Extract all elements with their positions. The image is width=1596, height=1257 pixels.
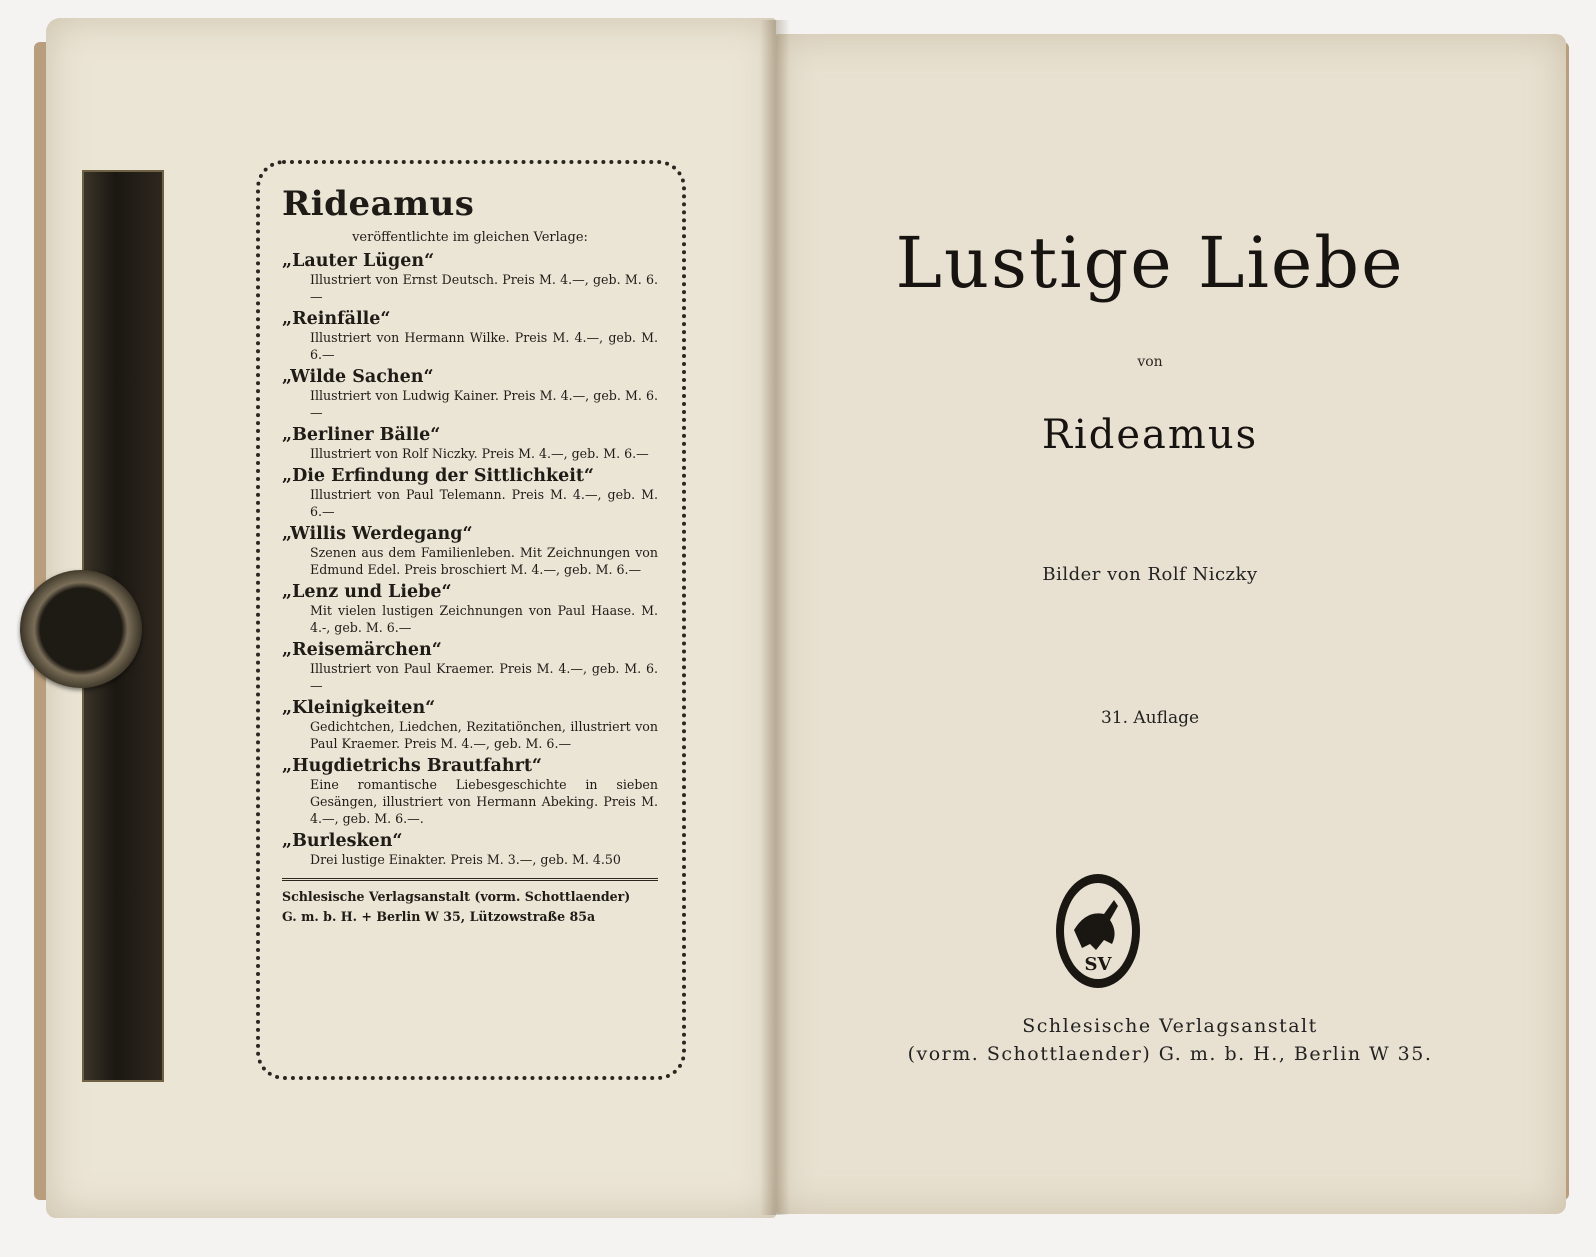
publisher-advertisement xyxy=(256,160,686,1080)
ad-item-title: „Lenz und Liebe“ xyxy=(282,582,452,602)
ad-item-title: „Berliner Bälle“ xyxy=(282,425,441,445)
ad-title: Rideamus xyxy=(282,184,475,224)
publisher-imprint xyxy=(790,1012,1550,1068)
ad-subtitle: veröffentlichte im gleichen Verlage: xyxy=(352,230,588,245)
ad-item xyxy=(282,251,658,305)
von-label: von xyxy=(1137,354,1163,370)
author-name: Rideamus xyxy=(1041,412,1259,458)
book-gutter xyxy=(760,20,790,1215)
ad-item-title: „Wilde Sachen“ xyxy=(282,367,434,387)
ad-item-desc: Illustriert von Ludwig Kainer. Preis M. 4.—, geb. M. 6.— xyxy=(310,388,658,420)
ad-item-desc: Szenen aus dem Familienleben. Mit Zeichnungen von Edmund Edel. Preis broschiert M. 4.—, geb. M. 6.— xyxy=(310,545,658,577)
ad-item-desc: Illustriert von Ernst Deutsch. Preis M. 4.—, geb. M. 6.— xyxy=(310,272,658,304)
publisher-line1: Schlesische Verlagsanstalt xyxy=(1022,1015,1318,1037)
ad-item-title: „Hugdietrichs Brautfahrt“ xyxy=(282,756,542,776)
ad-item-title: „Burlesken“ xyxy=(282,831,403,851)
ad-item xyxy=(282,466,658,520)
ad-item-desc: Drei lustige Einakter. Preis M. 3.—, geb. M. 4.50 xyxy=(310,852,621,867)
ad-item-desc: Illustriert von Hermann Wilke. Preis M. 4.—, geb. M. 6.— xyxy=(310,330,658,362)
ad-item xyxy=(282,698,658,752)
ad-item-desc: Illustriert von Rolf Niczky. Preis M. 4.—, geb. M. 6.— xyxy=(310,446,649,461)
ad-item-desc: Mit vielen lustigen Zeichnungen von Paul Haase. M. 4.-, geb. M. 6.— xyxy=(310,603,658,635)
ad-item xyxy=(282,425,658,462)
ad-item-title: „Reisemärchen“ xyxy=(282,640,442,660)
ad-item-title: „Die Erfindung der Sittlichkeit“ xyxy=(282,466,595,486)
ad-item-title: „Kleinigkeiten“ xyxy=(282,698,436,718)
edition-label: 31. Auflage xyxy=(1100,708,1200,728)
book-title: Lustige Liebe xyxy=(895,222,1405,304)
publisher-line2: (vorm. Schottlaender) G. m. b. H., Berlin W 35. xyxy=(907,1043,1433,1065)
publisher-emblem-icon xyxy=(1052,870,1144,992)
ad-item-desc: Illustriert von Paul Telemann. Preis M. 4.—, geb. M. 6.— xyxy=(310,487,658,519)
ad-item-desc: Illustriert von Paul Kraemer. Preis M. 4.—, geb. M. 6.— xyxy=(310,661,658,693)
ad-footer-line2: G. m. b. H. + Berlin W 35, Lützowstraße 85a xyxy=(282,909,596,924)
ad-item xyxy=(282,582,658,636)
ad-divider xyxy=(282,878,658,881)
ad-item xyxy=(282,524,658,578)
ad-item xyxy=(282,367,658,421)
ad-item xyxy=(282,640,658,694)
ad-footer-line1: Schlesische Verlagsanstalt (vorm. Schottlaender) xyxy=(282,889,631,904)
ad-item-desc: Gedichtchen, Liedchen, Rezitatiönchen, illustriert von Paul Kraemer. Preis M. 4.—, geb. M. 6.— xyxy=(310,719,658,751)
ad-item-title: „Lauter Lügen“ xyxy=(282,251,435,271)
ad-item-title: „Reinfälle“ xyxy=(282,309,391,329)
ad-item-title: „Willis Werdegang“ xyxy=(282,524,473,544)
ad-item xyxy=(282,831,658,868)
illustrator-line: Bilder von Rolf Niczky xyxy=(1042,564,1258,585)
emblem-letters: SV xyxy=(1084,954,1112,975)
ad-item xyxy=(282,309,658,363)
ad-item xyxy=(282,756,658,827)
ad-item-desc: Eine romantische Liebesgeschichte in sieben Gesängen, illustriert von Hermann Abeking. Preis M. 4.—, geb. M. 6.—. xyxy=(310,777,658,826)
page-holder-knob xyxy=(20,570,142,688)
